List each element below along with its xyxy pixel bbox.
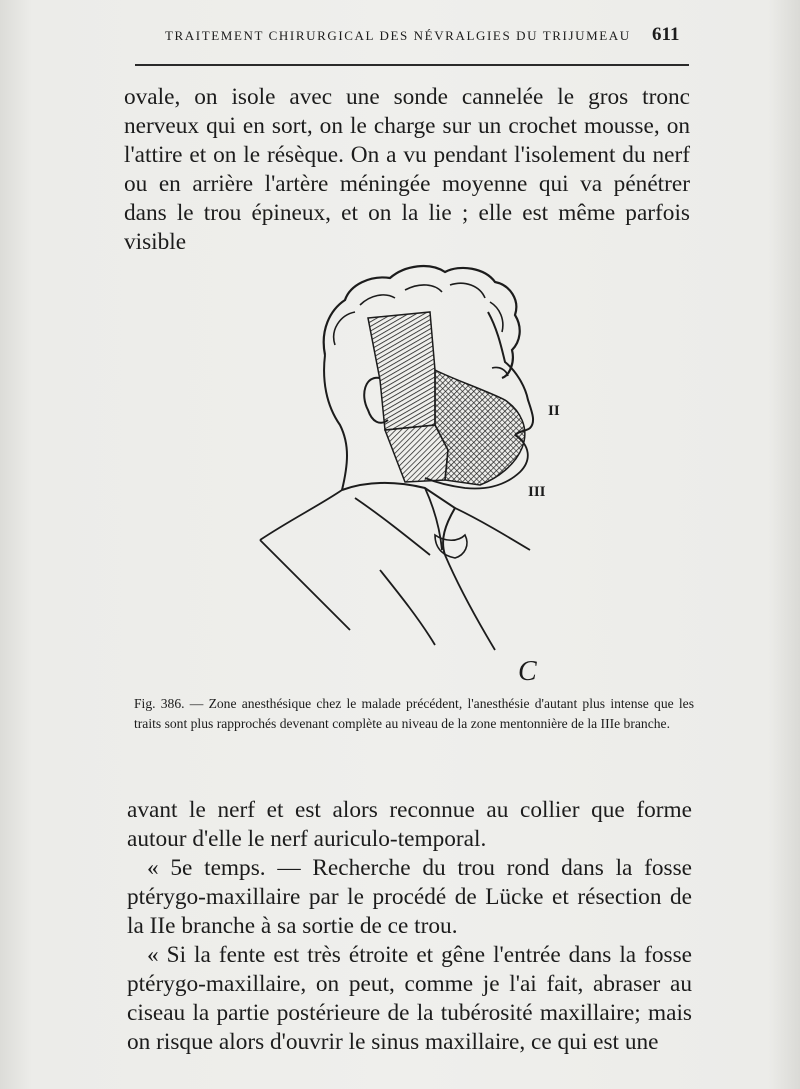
page-number: 611: [652, 24, 680, 45]
collar-outline: [342, 483, 455, 555]
head-back-outline: [324, 355, 347, 490]
figure-illustration: [230, 250, 570, 690]
figure-caption: [134, 694, 694, 734]
coat-outline: [260, 490, 530, 650]
paragraph-2: « 5e temps. — Recherche du trou rond dans la fosse ptérygo-maxillaire par le procédé de Lücke et résection de la IIe branche à sa sortie de ce trou.: [127, 855, 692, 939]
paragraph-3: « Si la fente est très étroite et gêne l'entrée dans la fosse ptérygo-maxillaire, on peut, comme je l'ai fait, abraser au ciseau la partie postérieure de la tubérosité maxillaire; mais on risque alors d'ouvrir le sinus maxillaire, ce qui est une: [127, 942, 692, 1055]
label-branch-II: II: [548, 403, 560, 419]
header-rule: [135, 64, 689, 66]
bottom-text-block: [127, 796, 692, 1057]
label-C: C: [518, 656, 537, 687]
zone-middle-hatched: [385, 425, 448, 482]
tie-outline: [435, 535, 467, 558]
top-paragraph-text: ovale, on isole avec une sonde cannelée le gros tronc nerveux qui en sort, on le charge sur un crochet mousse, on l'attire et on le résèque. On a vu pendant l'isolement du nerf ou en arrière l'artère méningée moyenne qui va pénétrer dans le trou épineux, et on la lie ; elle est même parfois visible: [124, 84, 690, 255]
top-paragraph: [124, 83, 690, 257]
running-head: TRAITEMENT CHIRURGICAL DES NÉVRALGIES DU TRIJUMEAU: [165, 28, 631, 43]
figure-caption-label: Fig. 386.: [134, 696, 185, 711]
paragraph-1: avant le nerf et est alors reconnue au collier que forme autour d'elle le nerf auriculo-temporal.: [127, 797, 692, 852]
figure-caption-text: — Zone anesthésique chez le malade précédent, l'anesthésie d'autant plus intense que les traits sont plus rapprochés devenant complète au niveau de la zone mentonnière de la IIIe branche.: [134, 696, 694, 731]
zone-upper-hatched: [368, 312, 435, 430]
label-branch-III: III: [528, 484, 546, 500]
